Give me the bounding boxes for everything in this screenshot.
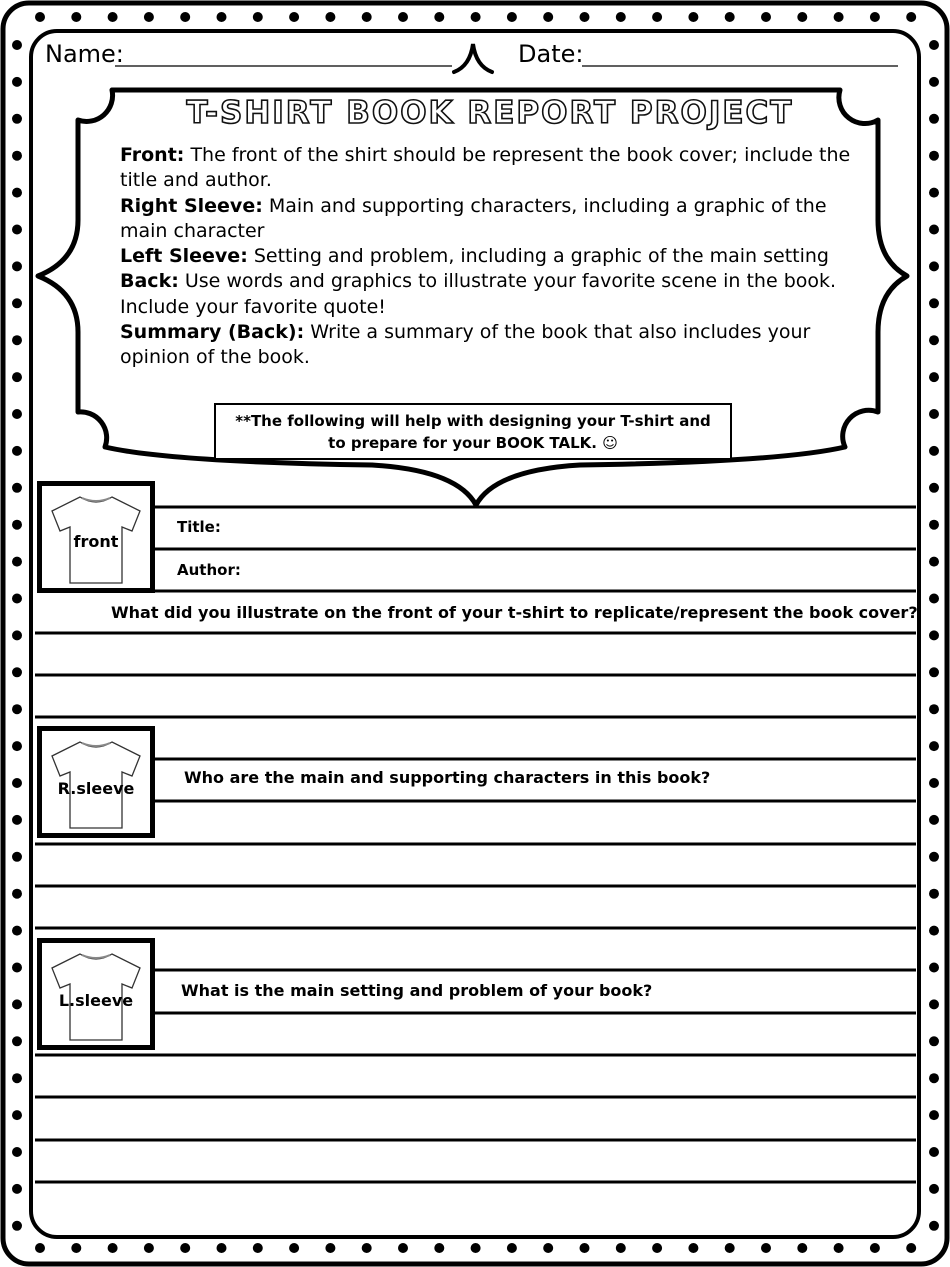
border-dot (616, 1243, 626, 1253)
border-dot (12, 889, 22, 899)
border-dot (12, 77, 22, 87)
border-dot (12, 40, 22, 50)
border-dot (253, 12, 263, 22)
border-dot (217, 1243, 227, 1253)
border-dot (12, 741, 22, 751)
border-dot (12, 188, 22, 198)
note-line-2: to prepare for your BOOK TALK. ☺ (328, 434, 618, 452)
border-dot (12, 446, 22, 456)
border-dot (580, 12, 590, 22)
title-field-label: Title: (177, 518, 221, 536)
instruction-label: Back: (120, 270, 179, 293)
border-dot (12, 409, 22, 419)
border-dot (929, 114, 939, 124)
front-shirt-label: front (73, 532, 119, 551)
border-dot (180, 1243, 190, 1253)
border-dot (929, 1184, 939, 1194)
border-dot (929, 1036, 939, 1046)
border-dot (929, 151, 939, 161)
border-dot (929, 741, 939, 751)
border-dot (616, 12, 626, 22)
instruction-right-sleeve (120, 194, 860, 245)
date-label: Date: (518, 40, 584, 68)
note-box (214, 403, 732, 460)
border-dot (688, 12, 698, 22)
instruction-text: Setting and problem, including a graphic of the main setting (253, 245, 829, 268)
border-dot (929, 926, 939, 936)
border-dot (398, 1243, 408, 1253)
instruction-text: Use words and graphics to illustrate your favorite scene in the book. Include your favorite quote! (120, 270, 837, 318)
border-dot (12, 298, 22, 308)
border-dot (543, 12, 553, 22)
instruction-back (120, 269, 860, 320)
border-dot (929, 963, 939, 973)
note-line-1: **The following will help with designing your T-shirt and (235, 412, 711, 430)
border-dot (12, 1184, 22, 1194)
border-dot (929, 409, 939, 419)
border-dot (929, 557, 939, 567)
border-dot (35, 1243, 45, 1253)
border-dot (929, 225, 939, 235)
border-dot (580, 1243, 590, 1253)
border-dot (929, 1110, 939, 1120)
border-dot (929, 594, 939, 604)
border-dot (180, 12, 190, 22)
border-dot (929, 188, 939, 198)
border-dot (12, 999, 22, 1009)
border-dot (12, 852, 22, 862)
border-dot (761, 1243, 771, 1253)
border-dot (929, 778, 939, 788)
instruction-left-sleeve (120, 244, 860, 269)
border-dot (929, 77, 939, 87)
front-shirt-box (37, 481, 155, 593)
border-dot (797, 12, 807, 22)
border-dot (906, 12, 916, 22)
border-dot (507, 1243, 517, 1253)
border-dot (929, 667, 939, 677)
border-dot (35, 12, 45, 22)
border-dot (12, 372, 22, 382)
front-question: What did you illustrate on the front of your t-shirt to replicate/represent the book cover? (111, 603, 918, 622)
border-dot (12, 557, 22, 567)
border-dot (12, 1036, 22, 1046)
border-dot (12, 1073, 22, 1083)
border-dot (325, 12, 335, 22)
instruction-text: Write a summary of the book that also includes your opinion of the book. (120, 321, 811, 369)
name-label: Name: (45, 40, 124, 68)
border-dot (12, 667, 22, 677)
border-dot (325, 1243, 335, 1253)
border-dot (652, 12, 662, 22)
border-dot (12, 114, 22, 124)
border-dot (929, 335, 939, 345)
instruction-label: Left Sleeve: (120, 245, 248, 268)
border-dot (217, 12, 227, 22)
border-dot (688, 1243, 698, 1253)
border-dot (12, 963, 22, 973)
instruction-summary (120, 320, 860, 371)
border-dot (471, 12, 481, 22)
border-dot (929, 446, 939, 456)
border-dot (12, 335, 22, 345)
border-dot (12, 1147, 22, 1157)
border-dot (929, 852, 939, 862)
border-dot (12, 778, 22, 788)
border-dot (12, 520, 22, 530)
border-dot (12, 704, 22, 714)
border-dot (834, 1243, 844, 1253)
border-dot (12, 1110, 22, 1120)
border-dot (289, 12, 299, 22)
border-dot (652, 1243, 662, 1253)
border-dot (929, 372, 939, 382)
border-dot (929, 1073, 939, 1083)
border-dot (253, 1243, 263, 1253)
instruction-label: Summary (Back): (120, 321, 305, 344)
border-dot (543, 1243, 553, 1253)
border-dot (929, 520, 939, 530)
border-dot (929, 1221, 939, 1231)
border-dot (834, 12, 844, 22)
border-dot (362, 12, 372, 22)
left-sleeve-shirt-label: L.sleeve (58, 991, 134, 1010)
border-dot (12, 815, 22, 825)
border-dot (906, 1243, 916, 1253)
border-dot (797, 1243, 807, 1253)
border-dot (434, 12, 444, 22)
border-dot (12, 225, 22, 235)
border-dot (12, 151, 22, 161)
left-sleeve-shirt-box (37, 938, 155, 1050)
border-dot (108, 1243, 118, 1253)
border-dot (289, 1243, 299, 1253)
instruction-label: Front: (120, 144, 185, 166)
border-dot (12, 926, 22, 936)
instruction-front (120, 143, 860, 194)
border-dot (471, 1243, 481, 1253)
border-dot (929, 999, 939, 1009)
border-dot (108, 12, 118, 22)
border-dot (929, 483, 939, 493)
border-dot (929, 40, 939, 50)
border-dot (12, 483, 22, 493)
border-dot (507, 12, 517, 22)
border-dot (929, 704, 939, 714)
border-dot (929, 889, 939, 899)
border-dot (144, 12, 154, 22)
instruction-text: Main and supporting characters, including a graphic of the main character (120, 194, 827, 242)
border-dot (929, 261, 939, 271)
instruction-text: The front of the shirt should be represent the book cover; include the title and author. (120, 144, 851, 192)
page-title: T-SHIRT BOOK REPORT PROJECT (186, 95, 794, 131)
right-sleeve-question: Who are the main and supporting characters in this book? (184, 768, 711, 787)
right-sleeve-shirt-label: R.sleeve (57, 779, 135, 798)
border-dot (12, 630, 22, 640)
left-sleeve-question: What is the main setting and problem of your book? (181, 981, 653, 1000)
border-dot (362, 1243, 372, 1253)
border-dot (434, 1243, 444, 1253)
border-dot (71, 1243, 81, 1253)
border-dot (870, 1243, 880, 1253)
border-dot (929, 298, 939, 308)
border-dot (725, 1243, 735, 1253)
border-dot (725, 12, 735, 22)
border-dot (870, 12, 880, 22)
border-dot (71, 12, 81, 22)
border-dot (12, 594, 22, 604)
author-field-label: Author: (177, 561, 241, 579)
border-dot (929, 1147, 939, 1157)
border-dot (929, 815, 939, 825)
border-dot (761, 12, 771, 22)
right-sleeve-shirt-box (37, 726, 155, 838)
border-dot (929, 630, 939, 640)
border-dot (144, 1243, 154, 1253)
instructions-block (120, 143, 860, 371)
border-dot (398, 12, 408, 22)
border-dot (12, 261, 22, 271)
border-dot (12, 1221, 22, 1231)
instruction-label: Right Sleeve: (120, 194, 263, 217)
